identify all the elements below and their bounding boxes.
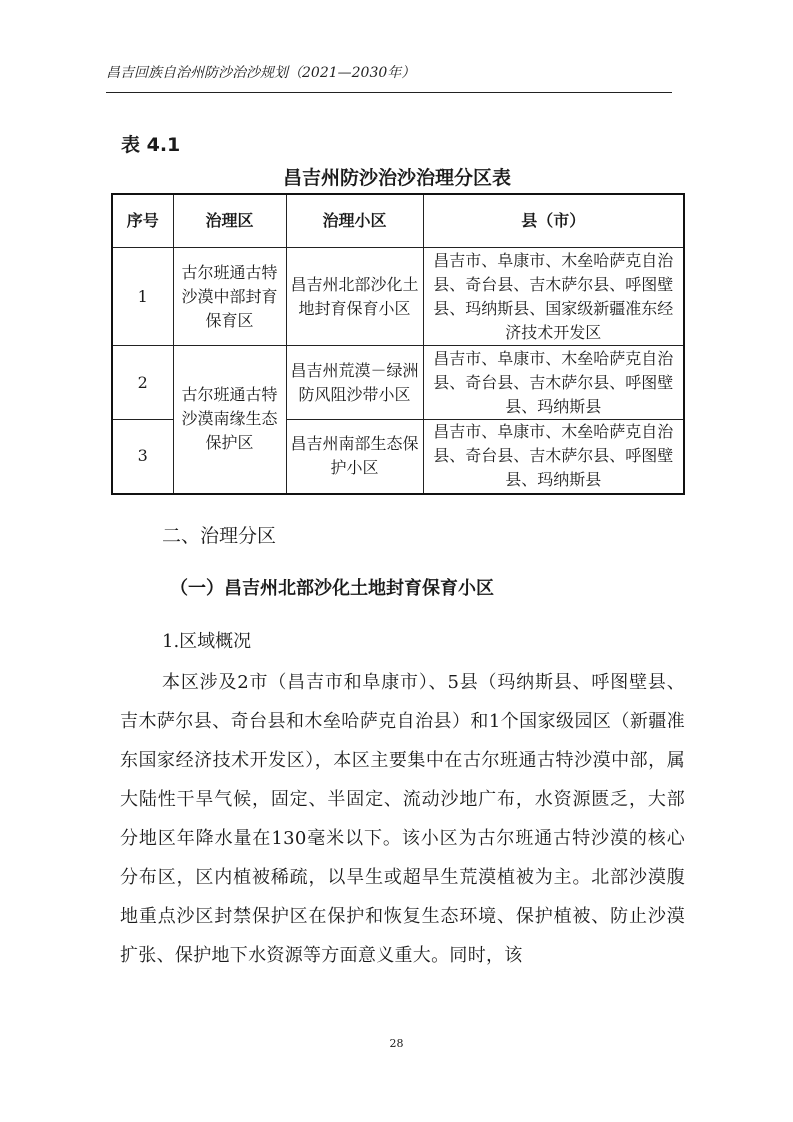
column-header-zone: 治理区 — [173, 194, 286, 248]
zoning-table — [111, 193, 685, 495]
sub-subsection-heading: 1.区域概况 — [162, 631, 252, 652]
table-row — [112, 346, 684, 420]
page-number: 28 — [389, 1037, 404, 1050]
running-header: 昌吉回族自治州防沙治沙规划（2021—2030年） — [106, 65, 416, 81]
subzone-cell: 昌吉州北部沙化土地封育保育小区 — [286, 248, 423, 346]
table-title: 昌吉州防沙治沙治理分区表 — [282, 167, 511, 189]
counties-cell: 昌吉市、阜康市、木垒哈萨克自治县、奇台县、吉木萨尔县、呼图壁县、玛纳斯县 — [423, 420, 684, 494]
row-number: 1 — [112, 248, 173, 346]
counties-cell: 昌吉市、阜康市、木垒哈萨克自治县、奇台县、吉木萨尔县、呼图壁县、玛纳斯县、国家级新疆准东经济技术开发区 — [423, 248, 684, 346]
subzone-cell: 昌吉州荒漠－绿洲防风阻沙带小区 — [286, 346, 423, 420]
table-label: 表 4.1 — [121, 134, 181, 156]
zone-cell: 古尔班通古特沙漠中部封育保育区 — [173, 248, 286, 346]
row-number: 2 — [112, 346, 173, 420]
header-rule — [106, 92, 672, 93]
counties-cell: 昌吉市、阜康市、木垒哈萨克自治县、奇台县、吉木萨尔县、呼图壁县、玛纳斯县 — [423, 346, 684, 420]
row-number: 3 — [112, 420, 173, 494]
table-header-row — [112, 194, 684, 248]
zone-cell: 古尔班通古特沙漠南缘生态保护区 — [173, 346, 286, 494]
column-header-subzone: 治理小区 — [286, 194, 423, 248]
column-header-number: 序号 — [112, 194, 173, 248]
column-header-counties: 县（市） — [423, 194, 684, 248]
body-paragraph: 本区涉及2市（昌吉市和阜康市）、5县（玛纳斯县、呼图壁县、吉木萨尔县、奇台县和木垒哈萨克自治县）和1个国家级园区（新疆准东国家经济技术开发区），本区主要集中在古尔班通古特沙漠中部，属大陆性干旱气候，固定、半固定、流动沙地广布，水资源匮乏，大部分地区年降水量在130毫米以下。该小区为古尔班通古特沙漠的核心分布区，区内植被稀疏，以旱生或超旱生荒漠植被为主。北部沙漠腹地重点沙区封禁保护区在保护和恢复生态环境、保护植被、防止沙漠扩张、保护地下水资源等方面意义重大。同时，该 — [120, 672, 685, 966]
table-row — [112, 248, 684, 346]
section-heading: 二、治理分区 — [162, 525, 277, 547]
subzone-cell: 昌吉州南部生态保护小区 — [286, 420, 423, 494]
subsection-heading: （一）昌吉州北部沙化土地封育保育小区 — [170, 578, 494, 599]
